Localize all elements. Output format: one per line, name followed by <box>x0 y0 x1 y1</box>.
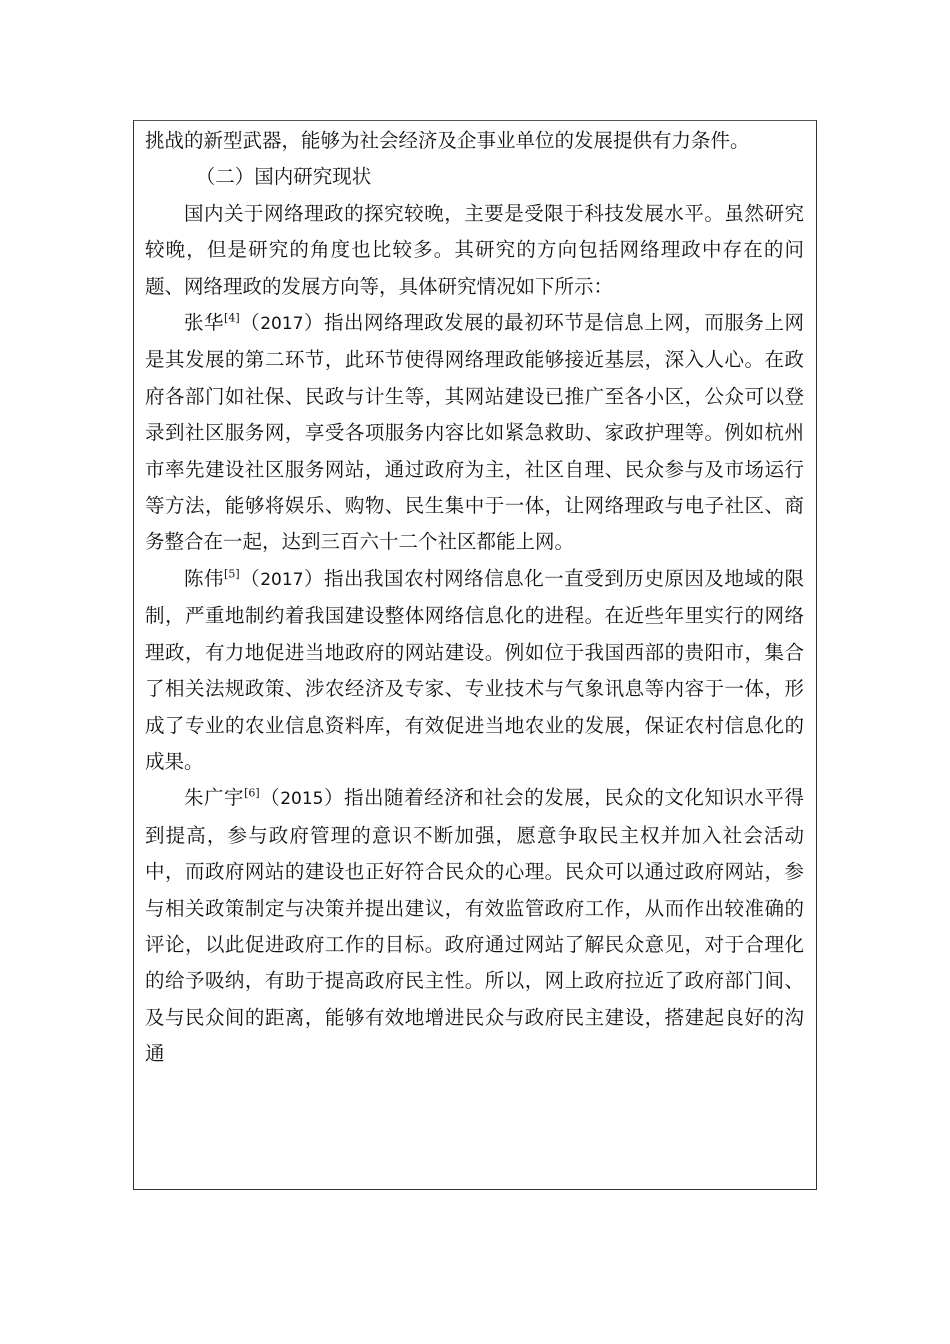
author-name: 张华 <box>184 311 225 335</box>
year-close-paren: ） <box>303 311 324 335</box>
review-paragraph-2 <box>145 561 804 780</box>
year-close-paren: ） <box>323 786 345 810</box>
section-heading: （二）国内研究现状 <box>195 165 372 189</box>
citation-marker: [6] <box>244 786 260 800</box>
year-close-paren: ） <box>303 566 324 590</box>
publication-year: 2017 <box>260 569 304 590</box>
publication-year: 2017 <box>260 314 304 335</box>
paragraph-text: 指出网络理政发展的最初环节是信息上网，而服务上网是其发展的第二环节，此环节使得网络理政能够接近基层，深入人心。在政府各部门如社保、民政与计生等，其网站建设已推广至各小区，公众可以登录到社区服务网，享受各项服务内容比如紧急救助、家政护理等。例如杭州市率先建设社区服务网站，通过政府为主，社区自理、民众参与及市场运行等方法，能够将娱乐、购物、民生集中于一体，让网络理政与电子社区、商务整合在一起，达到三百六十二个社区都能上网。 <box>145 311 804 554</box>
publication-year: 2015 <box>280 789 324 810</box>
year-open-paren: （ <box>259 786 281 810</box>
intro-paragraph: 国内关于网络理政的探究较晚，主要是受限于科技发展水平。虽然研究较晚，但是研究的角度也比较多。其研究的方向包括网络理政中存在的问题、网络理政的发展方向等，具体研究情况如下所示： <box>145 201 804 298</box>
paragraph-text: 指出我国农村网络信息化一直受到历史原因及地域的限制，严重地制约着我国建设整体网络信息化的进程。在近些年里实行的网络理政，有力地促进当地政府的网站建设。例如位于我国西部的贵阳市，集合了相关法规政策、涉农经济及专家、专业技术与气象讯息等内容于一体，形成了专业的农业信息资料库，有效促进当地农业的发展，保证农村信息化的成果。 <box>145 566 804 773</box>
document-body <box>145 123 804 1073</box>
document-frame <box>133 120 817 1190</box>
review-paragraph-3 <box>145 780 804 1072</box>
year-open-paren: （ <box>239 566 261 590</box>
review-paragraph-1 <box>145 305 804 561</box>
citation-marker: [5] <box>224 567 240 581</box>
author-name: 陈伟 <box>184 566 225 590</box>
author-name: 朱广宇 <box>184 786 245 810</box>
continuation-paragraph: 挑战的新型武器，能够为社会经济及企事业单位的发展提供有力条件。 <box>145 129 750 152</box>
year-open-paren: （ <box>239 311 261 335</box>
paragraph-text: 指出随着经济和社会的发展，民众的文化知识水平得到提高，参与政府管理的意识不断加强，愿意争取民主权并加入社会活动中，而政府网站的建设也正好符合民众的心理。民众可以通过政府网站，参与相关政策制定与决策并提出建议，有效监管政府工作，从而作出较准确的评论，以此促进政府工作的目标。政府通过网站了解民众意见，对于合理化的给予吸纳，有助于提高政府民主性。所以，网上政府拉近了政府部门间、及与民众间的距离，能够有效地增进民众与政府民主建设，搭建起良好的沟通 <box>145 786 804 1066</box>
citation-marker: [4] <box>224 311 240 325</box>
